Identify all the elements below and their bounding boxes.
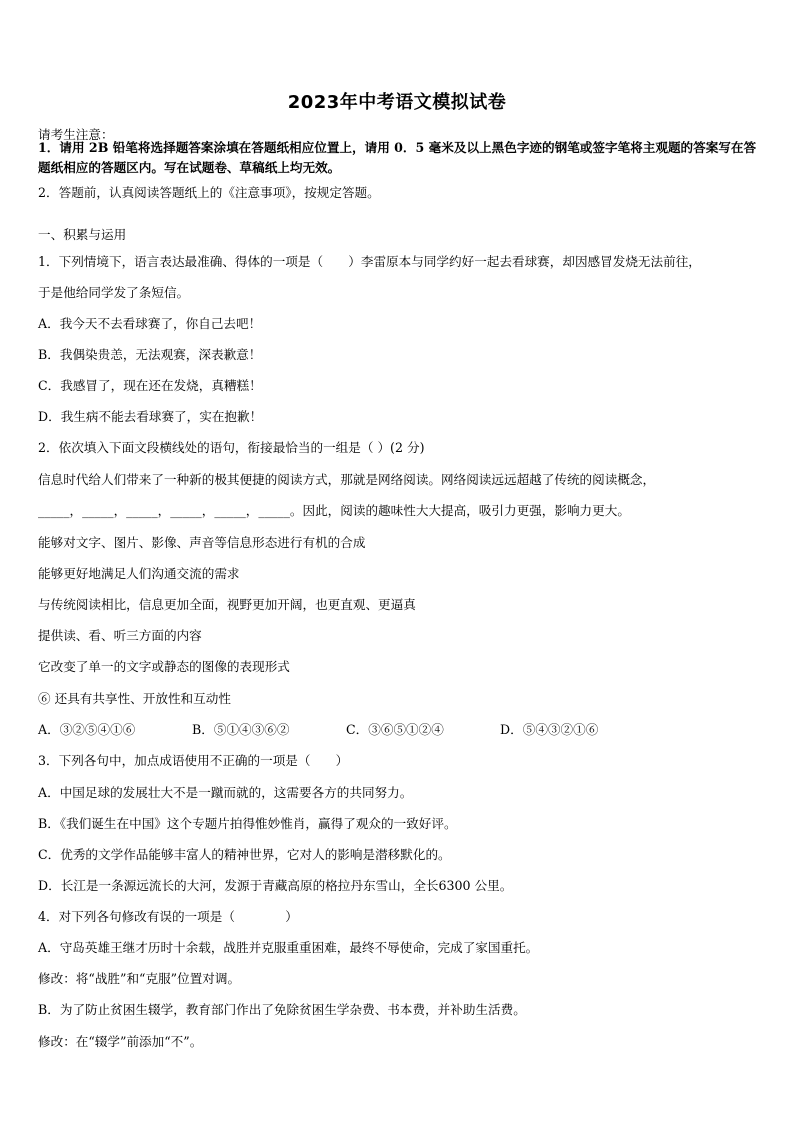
q2-sentence-6: ⑥ 还具有共享性、开放性和互动性 xyxy=(38,691,231,706)
q4-stem: 4．对下列各句修改有误的一项是（ ） xyxy=(38,909,298,924)
notice-item-1: 1．请用 2B 铅笔将选择题答案涂填在答题纸相应位置上，请用 0．5 毫米及以上黑色字迹的钢笔或签字笔将主观题的答案写在答题纸相应的答题区内。写在试题卷、草稿纸上均无效。 xyxy=(38,140,757,175)
notice-heading: 请考生注意： xyxy=(38,127,114,142)
q3-option-b: B．《我们诞生在中国》这个专题片拍得惟妙惟肖，赢得了观众的一致好评。 xyxy=(38,816,457,831)
q4-option-b: B．为了防止贫困生辍学，教育部门作出了免除贫困生学杂费、书本费，并补助生活费。 xyxy=(38,1002,526,1017)
section-heading: 一、积累与运用 xyxy=(38,227,127,242)
q2-passage-line2: _____，_____，_____，_____，_____，_____。因此，阅读的趣味性大大提高，吸引力更强，影响力更大。 xyxy=(38,503,630,518)
q2-sentence-5: 它改变了单一的文字或静态的图像的表现形式 xyxy=(38,659,290,674)
q4-option-a: A．守岛英雄王继才历时十余载，战胜并克服重重困难，最终不辱使命，完成了家国重托。 xyxy=(38,940,539,955)
q2-options xyxy=(38,719,762,738)
q3-stem: 3．下列各句中，加点成语使用不正确的一项是（ ） xyxy=(38,753,349,768)
q3-option-a: A．中国足球的发展壮大不是一蹴而就的，这需要各方的共同努力。 xyxy=(38,785,413,800)
q2-sentence-1: 能够对文字、图片、影像、声音等信息形态进行有机的合成 xyxy=(38,535,366,550)
notice-item-2: 2．答题前，认真阅读答题纸上的《注意事项》，按规定答题。 xyxy=(38,185,380,200)
q2-sentence-3: 与传统阅读相比，信息更加全面，视野更加开阔，也更直观、更逼真 xyxy=(38,597,416,612)
q2-option-b: B．⑤①④③⑥② xyxy=(192,722,290,737)
q2-sentence-2: 能够更好地满足人们沟通交流的需求 xyxy=(38,566,240,581)
q2-stem: 2．依次填入下面文段横线处的语句，衔接最恰当的一组是（ ）(2 分) xyxy=(38,440,425,455)
q2-option-d: D．⑤④③②①⑥ xyxy=(500,722,599,737)
q1-stem-line1: 1．下列情境下，语言表达最准确、得体的一项是（ ）李雷原本与同学约好一起去看球赛，却因感冒发烧无法前往， xyxy=(38,254,701,269)
q4-option-a-fix: 修改：将“战胜”和“克服”位置对调。 xyxy=(38,971,241,986)
q1-option-d: D．我生病不能去看球赛了，实在抱歉！ xyxy=(38,409,263,424)
q4-option-b-fix: 修改：在“辍学”前添加“不”。 xyxy=(38,1034,203,1049)
q1-option-b: B．我偶染贵恙，无法观赛，深表歉意！ xyxy=(38,347,262,362)
q1-stem-line2: 于是他给同学发了条短信。 xyxy=(38,285,190,300)
q3-option-d: D．长江是一条源远流长的大河，发源于青藏高原的格拉丹东雪山，全长6300 公里。 xyxy=(38,878,513,893)
q2-passage-line1: 信息时代给人们带来了一种新的极其便捷的阅读方式，那就是网络阅读。网络阅读远远超越了传统的阅读概念， xyxy=(38,472,656,487)
page-title: 2023年中考语文模拟试卷 xyxy=(287,92,507,113)
q2-option-c: C．③⑥⑤①②④ xyxy=(346,722,444,737)
q2-option-a: A．③②⑤④①⑥ xyxy=(38,722,136,737)
q1-option-a: A．我今天不去看球赛了，你自己去吧！ xyxy=(38,316,262,331)
q1-option-c: C．我感冒了，现在还在发烧，真糟糕！ xyxy=(38,378,262,393)
q2-sentence-4: 提供读、看、听三方面的内容 xyxy=(38,628,202,643)
q3-option-c: C．优秀的文学作品能够丰富人的精神世界，它对人的影响是潜移默化的。 xyxy=(38,847,451,862)
